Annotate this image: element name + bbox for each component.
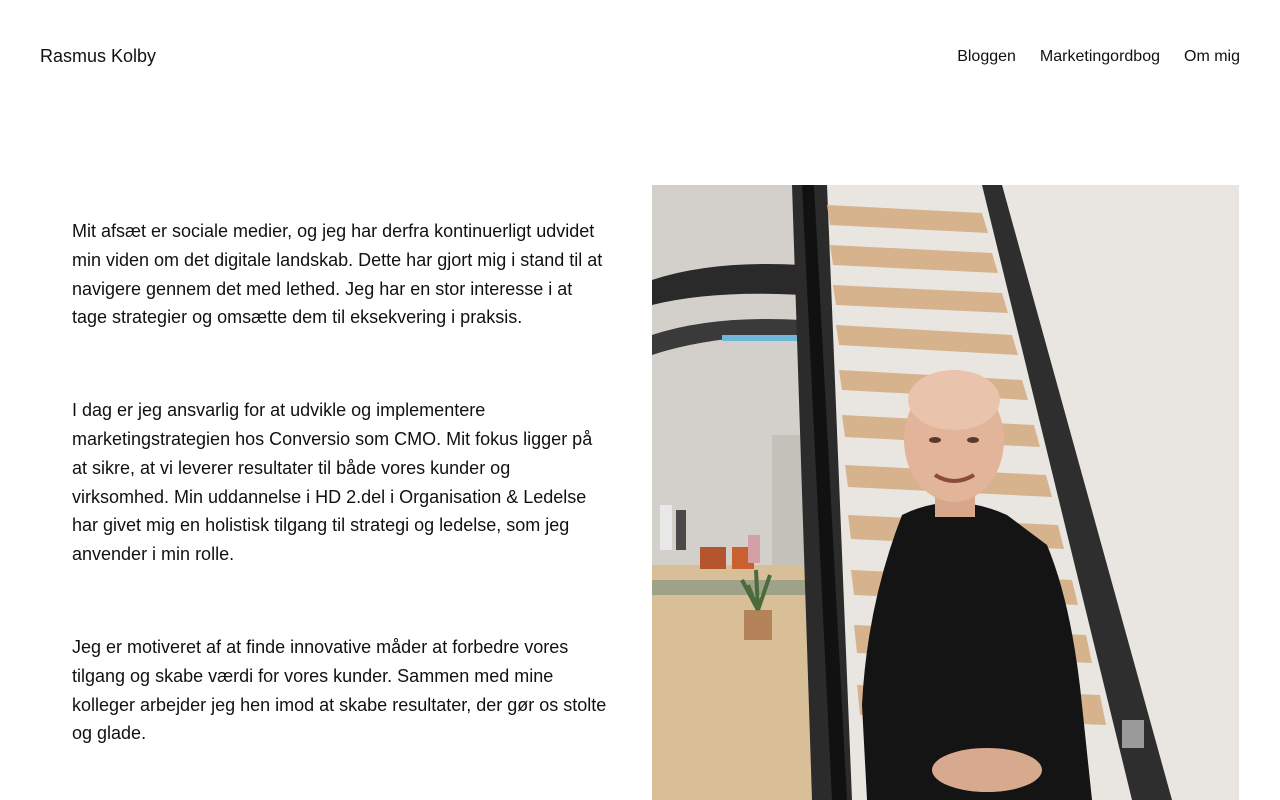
- nav-link-om-mig[interactable]: Om mig: [1184, 48, 1240, 65]
- about-paragraph-2: I dag er jeg ansvarlig for at udvikle og implementere marketingstrategien hos Conversio som CMO. Mit fokus ligger på at sikre, at vi leverer resultater til både vores kunder og virksomhed. Min uddannelse i HD 2.del i Organisation & Ledelse har givet mig en holistisk tilgang til strategi og ledelse, som jeg anvender i min rolle.: [72, 400, 593, 565]
- about-paragraph-1: Mit afsæt er sociale medier, og jeg har derfra kontinuerligt udvidet min viden om det digitale landskab. Dette har gjort mig i stand til at navigere gennem det med lethed. Jeg har en stor interesse i at tage strategier og omsætte dem til eksekvering i praksis.: [72, 221, 603, 328]
- site-title-link[interactable]: Rasmus Kolby: [40, 46, 157, 66]
- nav-link-bloggen[interactable]: Bloggen: [957, 48, 1016, 65]
- portrait-photo: [652, 185, 1239, 800]
- about-text-column: [72, 217, 612, 748]
- main-navigation: [957, 47, 1240, 67]
- nav-link-marketingordbog[interactable]: Marketingordbog: [1039, 48, 1160, 65]
- about-paragraph-3: Jeg er motiveret af at finde innovative måder at forbedre vores tilgang og skabe værdi for vores kunder. Sammen med mine kolleger arbejder jeg hen imod at skabe resultater, der gør os stolte og glade.: [72, 636, 607, 744]
- site-header: [0, 0, 1280, 112]
- portrait-photo-illustration: [652, 185, 1239, 800]
